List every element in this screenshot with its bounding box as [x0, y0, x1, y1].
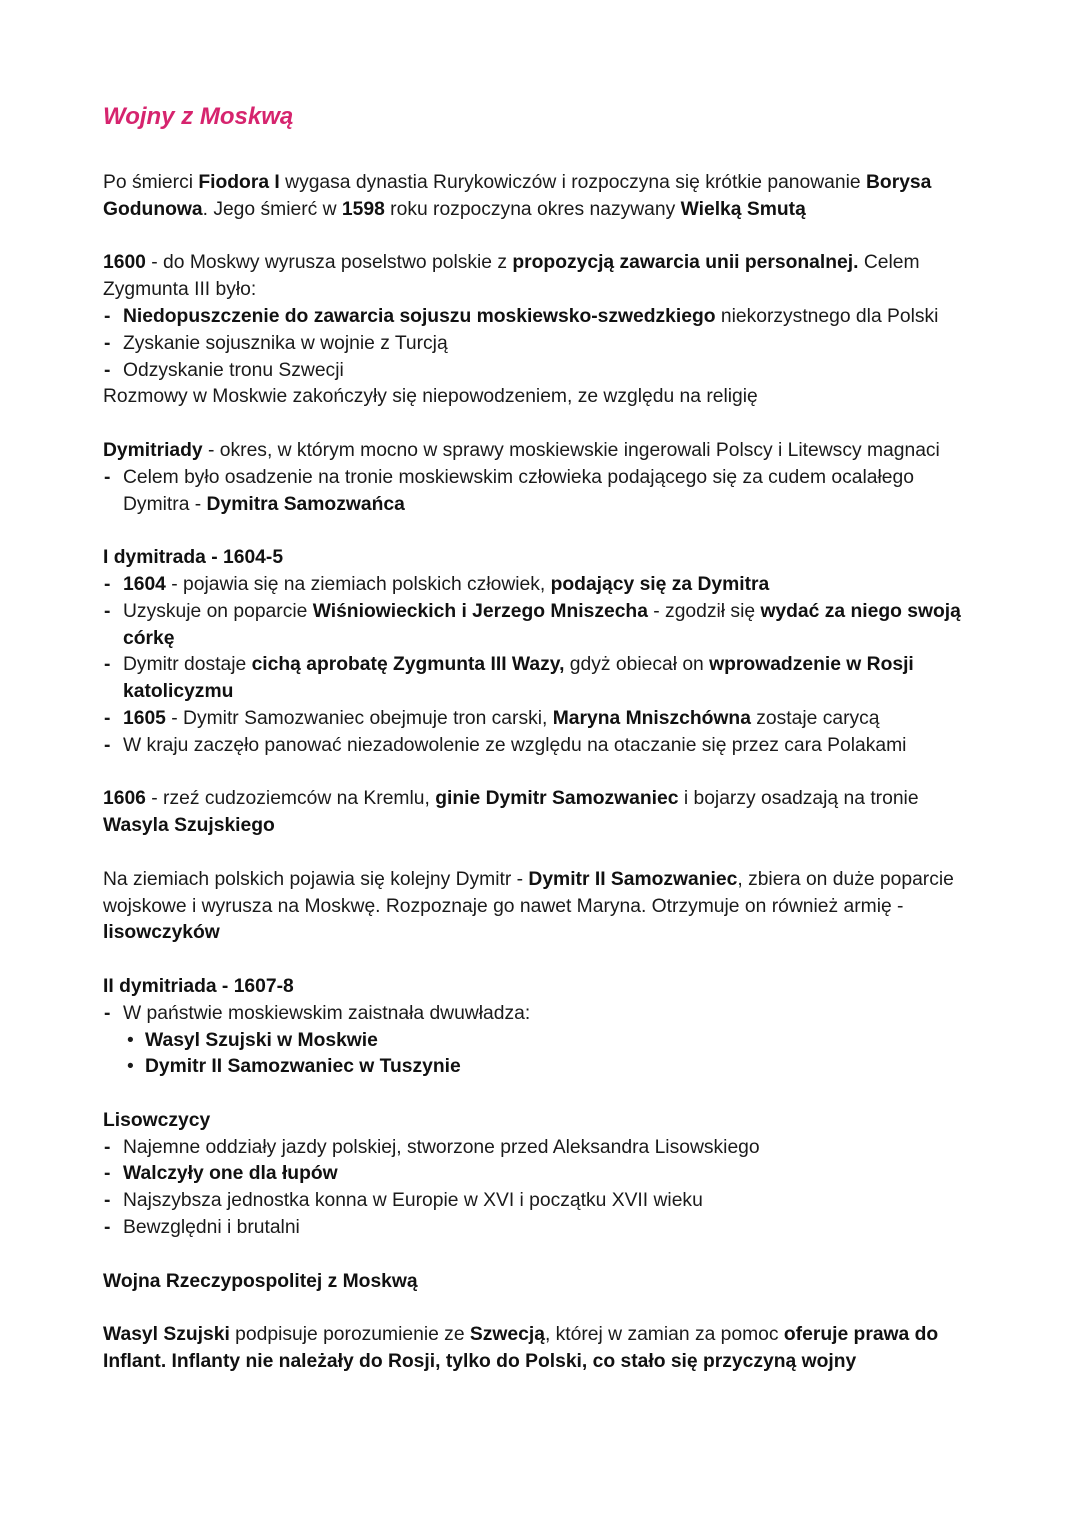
bold-text: Dymitriady: [103, 439, 203, 461]
text: W państwie moskiewskim zaistnała dwuwładza:: [123, 1002, 531, 1024]
dash-list-item: [103, 572, 983, 599]
dash-list-item: [103, 1215, 983, 1242]
text: i bojarzy osadzają na tronie: [678, 788, 919, 810]
text: zostaje carycą: [750, 707, 880, 729]
dash-list-item: [103, 331, 983, 358]
paragraph: [103, 250, 983, 304]
bold-text: wprowadzenie w Rosji katolicyzmu: [123, 654, 914, 703]
dash-list-item: [103, 733, 983, 760]
text: - do Moskwy wyrusza poselstwo polskie z: [145, 252, 513, 274]
text: Odzyskanie tronu Szwecji: [123, 359, 344, 381]
spacer: [103, 760, 983, 787]
spacer: [103, 224, 983, 251]
dash-list-item: [103, 1001, 983, 1028]
text: . Jego śmierć w: [202, 198, 342, 220]
spacer: [103, 947, 983, 974]
bold-text: Wojna Rzeczypospolitej z Moskwą: [103, 1270, 418, 1292]
paragraph: [103, 974, 983, 1001]
text: Uzyskuje on poparcie: [123, 600, 313, 622]
dash-list-item: [103, 1135, 983, 1162]
bold-text: Lisowczycy: [103, 1109, 211, 1131]
bold-text: I dymitrada - 1604-5: [103, 547, 284, 569]
paragraph: [103, 1322, 983, 1376]
text: Po śmierci: [103, 172, 199, 193]
bold-text: Wasyla Szujskiego: [103, 815, 275, 837]
bold-text: Szwecją: [469, 1324, 545, 1346]
bold-text: Walczyły one dla łupów: [123, 1163, 338, 1185]
text: roku rozpoczyna okres nazywany: [384, 198, 681, 220]
bold-text: cichą aprobatę Zygmunta III Wazy,: [251, 654, 565, 676]
bold-text: Wasyl Szujski: [103, 1324, 230, 1346]
bold-text: 1606: [103, 788, 146, 810]
text: Bewzględni i brutalni: [123, 1217, 300, 1239]
text: - Dymitr Samozwaniec obejmuje tron carski,: [165, 707, 553, 729]
bold-text: Fiodora I: [198, 172, 280, 193]
bold-text: 1605: [123, 707, 166, 729]
text: podpisuje porozumienie ze: [229, 1324, 470, 1346]
bold-text: Wasyl Szujski w Moskwie: [145, 1029, 378, 1051]
bold-text: Dymitra Samozwańca: [206, 493, 405, 515]
dash-list-item: [103, 706, 983, 733]
paragraph: [103, 170, 983, 224]
text: , zbiera on duże poparcie wojskowe i wyrusza na Moskwę. Rozpoznaje go nawet Maryna. Otrzymuje on również armię -: [103, 868, 954, 917]
bullet-list-item: [103, 1054, 983, 1081]
text: Rozmowy w Moskwie zakończyły się niepowodzeniem, ze względu na religię: [103, 386, 758, 408]
text: , której w zamian za pomoc: [544, 1324, 784, 1346]
text: - okres, w którym mocno w sprawy moskiewskie ingerowali Polscy i Litewscy magnaci: [202, 439, 940, 461]
text: Celem Zygmunta III było:: [103, 252, 920, 301]
dash-list-item: [103, 304, 983, 331]
dash-list-item: [103, 1188, 983, 1215]
text: W kraju zaczęło panować niezadowolenie ze względu na otaczanie się przez cara Polakami: [123, 734, 907, 756]
text: - rzeź cudzoziemców na Kremlu,: [145, 788, 436, 810]
paragraph: [103, 545, 983, 572]
text: Dymitr dostaje: [123, 654, 252, 676]
paragraph: [103, 1269, 983, 1296]
bold-text: Wielką Smutą: [680, 198, 806, 220]
text: Na ziemiach polskich pojawia się kolejny Dymitr -: [103, 868, 529, 890]
text: Zyskanie sojusznika w wojnie z Turcją: [123, 332, 448, 354]
dash-list-item: [103, 465, 983, 519]
text: Najemne oddziały jazdy polskiej, stworzone przed Aleksandra Lisowskiego: [123, 1136, 760, 1158]
bold-text: Borysa Godunowa: [103, 172, 932, 220]
dash-list-item: [103, 1161, 983, 1188]
bold-text: oferuje prawa do Inflant. Inflanty nie należały do Rosji, tylko do Polski, co stało się przyczyną wojny: [103, 1324, 939, 1373]
bold-text: podający się za Dymitra: [550, 573, 770, 595]
bold-text: II dymitriada - 1607-8: [103, 975, 294, 997]
dash-list-item: [103, 652, 983, 706]
text: Najszybsza jednostka konna w Europie w XVI i początku XVII wieku: [123, 1190, 703, 1212]
spacer: [103, 411, 983, 438]
paragraph: [103, 786, 983, 840]
text: niekorzystnego dla Polski: [715, 305, 939, 327]
bold-text: propozycją zawarcia unii personalnej.: [512, 252, 859, 274]
spacer: [103, 840, 983, 867]
bold-text: Wiśniowieckich i Jerzego Mniszecha: [312, 600, 648, 622]
spacer: [103, 518, 983, 545]
paragraph: [103, 867, 983, 947]
paragraph: [103, 1108, 983, 1135]
dash-list-item: [103, 358, 983, 385]
text: wygasa dynastia Rurykowiczów i rozpoczyna się krótkie panowanie: [279, 172, 866, 193]
spacer: [103, 1295, 983, 1322]
text: gdyż obiecał on: [564, 654, 710, 676]
paragraph: [103, 438, 983, 465]
bold-text: Dymitr II Samozwaniec w Tuszynie: [145, 1056, 461, 1078]
document-body: [103, 170, 983, 1376]
dash-list-item: [103, 599, 983, 653]
bullet-list-item: [103, 1028, 983, 1055]
bold-text: 1600: [103, 252, 146, 274]
bold-text: wydać za niego swoją córkę: [123, 600, 961, 649]
spacer: [103, 1242, 983, 1269]
text: - zgodził się: [647, 600, 761, 622]
bold-text: 1604: [123, 573, 166, 595]
bold-text: lisowczyków: [103, 922, 220, 944]
text: - pojawia się na ziemiach polskich człowiek,: [165, 573, 551, 595]
paragraph: [103, 384, 983, 411]
spacer: [103, 1081, 983, 1108]
document-page: [103, 100, 983, 1376]
bold-text: Maryna Mniszchówna: [552, 707, 751, 729]
text: Celem było osadzenie na tronie moskiewskim człowieka podającego się za cudem ocalałego Dymitra -: [123, 466, 914, 515]
bold-text: ginie Dymitr Samozwaniec: [435, 788, 679, 810]
bold-text: Niedopuszczenie do zawarcia sojuszu moskiewsko-szwedzkiego: [123, 305, 716, 327]
bold-text: 1598: [341, 198, 385, 220]
bold-text: Dymitr II Samozwaniec: [528, 868, 738, 890]
page-title: Wojny z Moskwą: [103, 103, 294, 130]
